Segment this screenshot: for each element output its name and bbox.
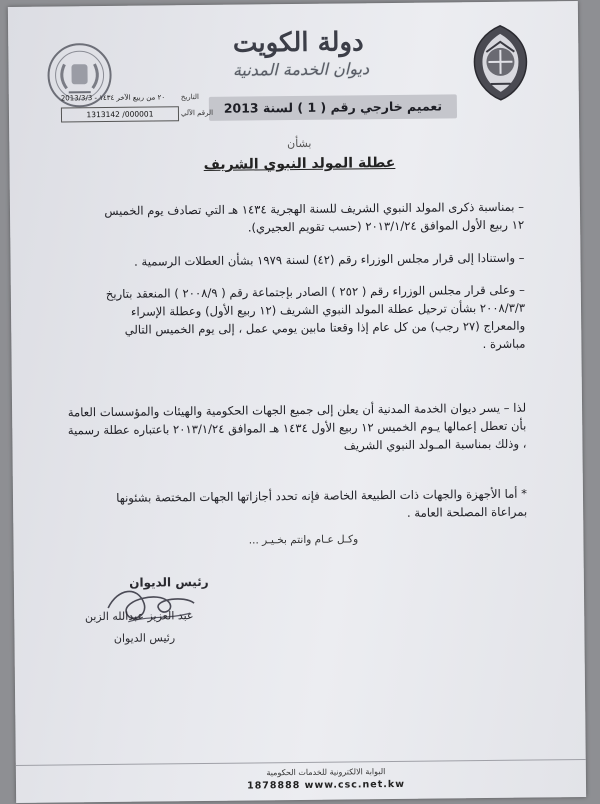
paragraph-legal-basis: – واستنادا إلى قرار مجلس الوزراء رقم (٤٢) لسنة ١٩٧٩ بشأن العطلات الرسمية . [134,250,525,269]
paragraph-announcement: لذا – يسر ديوان الخدمة المدنية أن يعلن إلى جميع الجهات الحكومية والهيئات والمؤسسات العامة بأن تعطل إعمالها يـوم الخميس ١٢ ربيع الأول ١٤٣٤ هـ الموافق ٢٠١٣/١/٢٤ باعتباره عطلة رسمية ، وذلك بمناسبة المـولد النبوي الشريف [67,400,527,453]
paragraph-cabinet-decision: – وعلى قرار مجلس الوزراء رقم ( ٢٥٢ ) الصادر بإجتماعة رقم ( ٢٠٠٨/٩ ) المنعقد بتاريخ ٢٠٠٨/٣/٣ بشأن ترحيل عطلة المولد النبوي الشريف (١٢ ربيع الأول) وعطلة الإسراء والمعراج (٢٧ رجب) من كل عام إذا وقعتا مابين يومي عمل ، إلى يوم الخميس التالي مباشرة . [105,282,526,352]
footer-divider [16,759,586,766]
signatory-role: رئيس الديوان [113,631,176,645]
closing-greeting: وكـل عـام وانتم بخـيـر ... [248,533,359,547]
subject-title: عطلة المولد النبوي الشريف [203,154,396,173]
state-title: دولة الكويت [232,27,364,59]
paragraph-exception: * أما الأجهزة والجهات ذات الطبيعة الخاصة فإنه تحدد أجازاتها الجهات المختصة بشئونها بمراعاة المصلحة العامة . [116,486,528,520]
circular-number: تعميم خارجي رقم ( 1 ) لسنة 2013 [209,94,457,121]
bureau-title: ديوان الخدمة المدنية [232,59,370,80]
date-label: التاريخ [180,93,200,102]
letter-page [8,1,586,803]
handwritten-signature [98,577,209,638]
footer-contact: 1878888 www.csc.net.kw [247,778,406,792]
reference-label: الرقم الآلي [180,108,214,118]
date-value: ٢٠ من ربيع الآخر ١٤٣٤ - 2013/3/3 [60,93,166,103]
footer-portal-text: البوابة الالكترونية للخدمات الحكومية [266,767,386,778]
kuwait-emblem-icon [466,21,535,104]
signatory-name: عبد العزيز عبدالله الزبن [84,609,194,624]
subject-label: بشأن [287,136,312,151]
signatory-title: رئيس الديوان [129,574,209,590]
reference-value: 1313142 /000001 [61,106,179,122]
paragraph-occasion: – بمناسبة ذكرى المولد النبوي الشريف للسنة الهجرية ١٤٣٤ هـ التي تصادف يوم الخميس ١٢ ربيع الأول الموافق ٢٠١٣/١/٢٤ (حسب تقويم العجيري). [104,199,525,235]
